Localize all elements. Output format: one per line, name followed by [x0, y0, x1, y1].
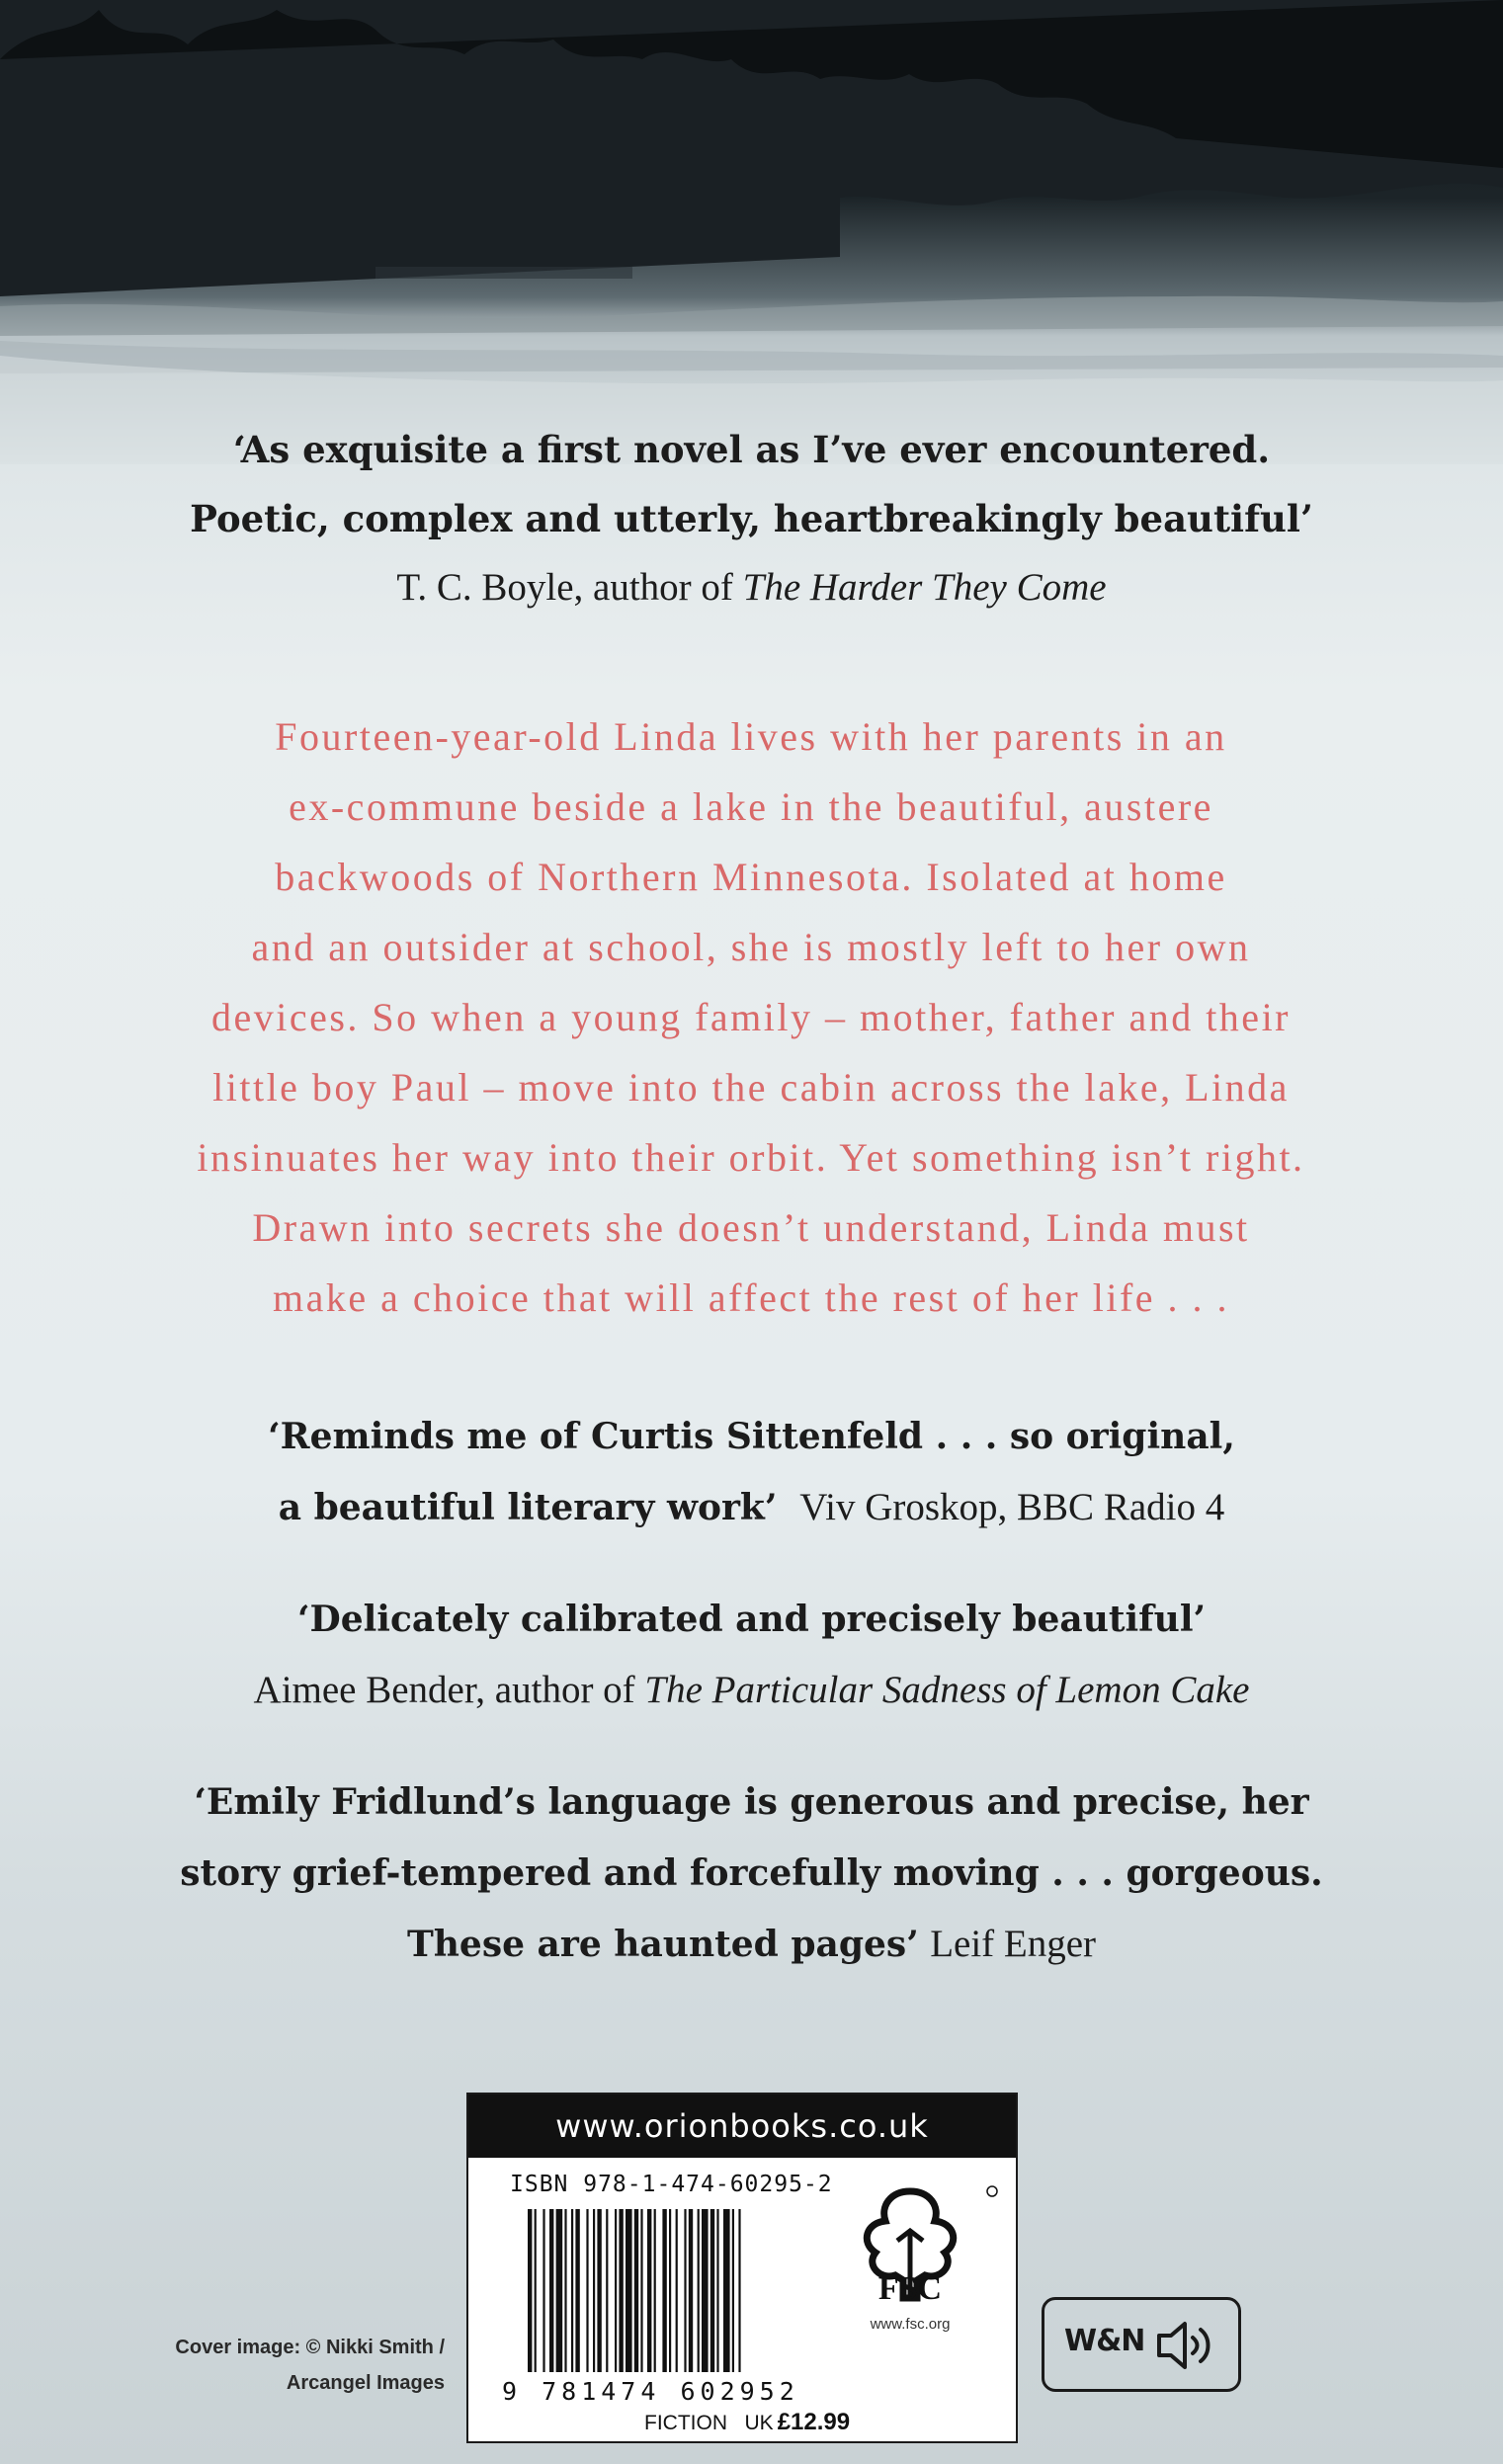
barcode-bar	[543, 2209, 544, 2372]
publisher-logo	[1042, 2297, 1241, 2392]
quote-bender	[0, 1584, 1503, 1726]
barcode-bar	[732, 2209, 734, 2372]
speaker-icon	[1155, 2318, 1222, 2373]
barcode-icon	[528, 2209, 791, 2397]
barcode-bar	[684, 2209, 686, 2372]
barcode-number: 9 781474 602952	[502, 2377, 799, 2406]
quote-line: ‘Emily Fridlund’s language is generous and precise, her	[194, 1781, 1309, 1823]
quote-line: ‘As exquisite a first novel as I’ve ever encountered.	[232, 428, 1271, 471]
synopsis-line: Drawn into secrets she doesn’t understand, Linda must	[252, 1205, 1250, 1250]
fsc-label: FSC	[877, 2270, 943, 2307]
quote-text: a beautiful literary work’	[278, 1487, 778, 1528]
synopsis-line: Fourteen-year-old Linda lives with her parents in an	[275, 714, 1227, 759]
synopsis-line: little boy Paul – move into the cabin across the lake, Linda	[212, 1065, 1290, 1109]
synopsis-line: backwoods of Northern Minnesota. Isolated at home	[275, 855, 1227, 899]
credit-line: Cover image: © Nikki Smith /	[175, 2337, 445, 2358]
cover-image-credit	[148, 2330, 445, 2401]
quote-attribution	[0, 1655, 1503, 1726]
quote-enger	[0, 1766, 1503, 1981]
fsc-url: www.fsc.org	[870, 2316, 951, 2333]
price-region: UK	[744, 2412, 774, 2434]
barcode-bar	[575, 2209, 579, 2372]
barcode-bar	[647, 2209, 651, 2372]
quote-line	[0, 1472, 1503, 1544]
barcode-bar	[662, 2209, 666, 2372]
attribution-author: Aimee Bender, author of	[253, 1669, 645, 1711]
publisher-url: www.orionbooks.co.uk	[468, 2094, 1016, 2158]
synopsis-line: devices. So when a young family – mother, father and their	[210, 995, 1291, 1039]
attribution-author: T. C. Boyle, author of	[396, 566, 743, 609]
barcode-bar	[606, 2209, 608, 2372]
barcode-bar	[528, 2209, 532, 2372]
barcode-bar	[698, 2209, 700, 2372]
synopsis-line: make a choice that will affect the rest of her life . . .	[272, 1275, 1230, 1320]
genre-label: FICTION	[644, 2412, 727, 2434]
barcode-bar	[626, 2209, 632, 2372]
barcode-panel	[466, 2093, 1018, 2443]
synopsis	[59, 701, 1443, 1333]
barcode-bar	[634, 2209, 638, 2372]
barcode-bar	[564, 2209, 566, 2372]
quote-groskop	[0, 1401, 1503, 1544]
barcode-bar	[738, 2209, 740, 2372]
price-value: £12.99	[777, 2409, 851, 2435]
quote-attribution: Viv Groskop, BBC Radio 4	[799, 1486, 1225, 1528]
barcode-bar	[619, 2209, 623, 2372]
quote-boyle	[0, 415, 1503, 622]
price-label	[644, 2409, 850, 2436]
barcode-bar	[549, 2209, 553, 2372]
quote-line: Poetic, complex and utterly, heartbreakingly beautiful’	[190, 497, 1313, 540]
quote-attribution: Leif Enger	[930, 1923, 1097, 1965]
quote-attribution	[0, 553, 1503, 622]
barcode-bar	[716, 2209, 718, 2372]
quote-text: These are haunted pages’	[406, 1924, 919, 1965]
synopsis-line: insinuates her way into their orbit. Yet something isn’t right.	[197, 1135, 1305, 1180]
barcode-bar	[586, 2209, 588, 2372]
barcode-bar	[597, 2209, 601, 2372]
barcode-bar	[640, 2209, 642, 2372]
isbn-label: ISBN 978-1-474-60295-2	[510, 2172, 833, 2197]
barcode-bar	[571, 2209, 573, 2372]
synopsis-line: and an outsider at school, she is mostly left to her own	[251, 925, 1251, 969]
credit-line: Arcangel Images	[286, 2372, 445, 2394]
barcode-bar	[676, 2209, 678, 2372]
barcode-bar	[702, 2209, 709, 2372]
quote-line: ‘Reminds me of Curtis Sittenfeld . . . so original,	[268, 1416, 1235, 1457]
barcode-bar	[654, 2209, 656, 2372]
attribution-book-title: The Harder They Come	[742, 566, 1107, 609]
quote-line: story grief-tempered and forcefully moving . . . gorgeous.	[180, 1852, 1323, 1894]
publisher-logo-text: W&N	[1064, 2324, 1145, 2358]
barcode-bar	[593, 2209, 595, 2372]
barcode-bar	[615, 2209, 617, 2372]
synopsis-line: ex-commune beside a lake in the beautiful, austere	[289, 784, 1213, 829]
attribution-book-title: The Particular Sadness of Lemon Cake	[644, 1669, 1250, 1711]
barcode-bar	[556, 2209, 563, 2372]
barcode-bar	[710, 2209, 714, 2372]
quote-line	[0, 1909, 1503, 1981]
barcode-bar	[689, 2209, 693, 2372]
barcode-bar	[535, 2209, 537, 2372]
quote-line: ‘Delicately calibrated and precisely beautiful’	[296, 1599, 1207, 1640]
lake-treeline-image	[0, 0, 1503, 464]
barcode-bar	[669, 2209, 671, 2372]
barcode-bar	[723, 2209, 730, 2372]
